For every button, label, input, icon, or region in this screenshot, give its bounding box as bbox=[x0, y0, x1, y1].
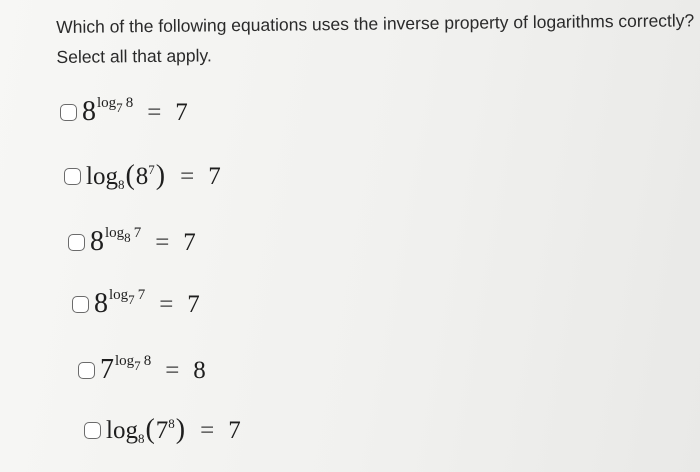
option-3-checkbox[interactable] bbox=[68, 234, 85, 251]
option-2-close-paren: ) bbox=[155, 160, 166, 191]
option-4-exponent bbox=[109, 287, 146, 307]
option-5-equation bbox=[100, 354, 206, 386]
option-1-log-arg: 8 bbox=[125, 95, 134, 111]
option-1-log: log bbox=[97, 95, 117, 111]
option-2-equation bbox=[86, 160, 221, 192]
option-2-rhs: 7 bbox=[208, 163, 221, 190]
option-6-inner-base: 7 bbox=[155, 417, 169, 444]
option-2-inner-base: 8 bbox=[135, 163, 149, 190]
option-1-equals: = bbox=[147, 99, 162, 126]
option-6-equation bbox=[106, 414, 241, 446]
option-3-log-arg: 7 bbox=[133, 225, 142, 241]
option-4-log-base: 7 bbox=[128, 292, 135, 307]
option-4[interactable] bbox=[72, 288, 200, 320]
option-3-equals: = bbox=[155, 229, 170, 256]
option-6-log: log bbox=[106, 417, 138, 444]
option-6[interactable] bbox=[84, 414, 241, 446]
option-6-close-paren: ) bbox=[175, 414, 186, 445]
option-5-log-base: 7 bbox=[134, 358, 141, 373]
option-4-base: 8 bbox=[94, 288, 108, 319]
option-3-rhs: 7 bbox=[183, 229, 196, 256]
option-3-exponent bbox=[105, 225, 142, 245]
option-1-exponent bbox=[97, 95, 134, 115]
option-1[interactable] bbox=[60, 96, 188, 128]
option-6-rhs: 7 bbox=[228, 417, 241, 444]
option-2-log-base: 8 bbox=[117, 177, 125, 192]
option-6-inner-exp: 8 bbox=[168, 416, 175, 431]
option-2-checkbox[interactable] bbox=[64, 168, 81, 185]
option-5-rhs: 8 bbox=[193, 357, 206, 384]
option-6-open-paren: ( bbox=[145, 414, 155, 445]
option-3-log: log bbox=[105, 225, 125, 241]
option-1-rhs: 7 bbox=[175, 99, 188, 126]
option-6-log-base: 8 bbox=[137, 431, 145, 446]
option-5-base: 7 bbox=[100, 354, 114, 385]
option-3[interactable] bbox=[68, 226, 196, 258]
option-4-rhs: 7 bbox=[187, 291, 200, 318]
option-3-equation bbox=[90, 226, 196, 258]
option-1-base: 8 bbox=[82, 96, 96, 127]
question-instruction: Select all that apply. bbox=[56, 45, 212, 67]
option-6-checkbox[interactable] bbox=[84, 422, 101, 439]
question-prompt bbox=[56, 5, 697, 72]
option-5-checkbox[interactable] bbox=[78, 362, 95, 379]
option-1-log-base: 7 bbox=[116, 100, 123, 115]
option-5-log: log bbox=[115, 353, 135, 369]
option-5-exponent bbox=[115, 353, 152, 373]
option-4-checkbox[interactable] bbox=[72, 296, 89, 313]
option-4-equation bbox=[94, 288, 200, 320]
option-2-inner-exp: 7 bbox=[148, 162, 155, 177]
option-6-equals: = bbox=[200, 417, 215, 444]
option-5-equals: = bbox=[165, 357, 180, 384]
option-4-log-arg: 7 bbox=[137, 287, 146, 303]
option-3-base: 8 bbox=[90, 226, 104, 257]
option-1-checkbox[interactable] bbox=[60, 104, 77, 121]
option-5-log-arg: 8 bbox=[143, 353, 152, 369]
option-2-log: log bbox=[86, 163, 118, 190]
question-text: Which of the following equations uses the inverse property of logarithms correctly? bbox=[56, 10, 695, 37]
option-2[interactable] bbox=[64, 160, 221, 192]
option-3-log-base: 8 bbox=[124, 230, 131, 245]
option-1-equation bbox=[82, 96, 188, 128]
option-5[interactable] bbox=[78, 354, 206, 386]
option-2-open-paren: ( bbox=[125, 160, 135, 191]
option-4-log: log bbox=[109, 287, 129, 303]
option-2-equals: = bbox=[180, 163, 195, 190]
option-4-equals: = bbox=[159, 291, 174, 318]
